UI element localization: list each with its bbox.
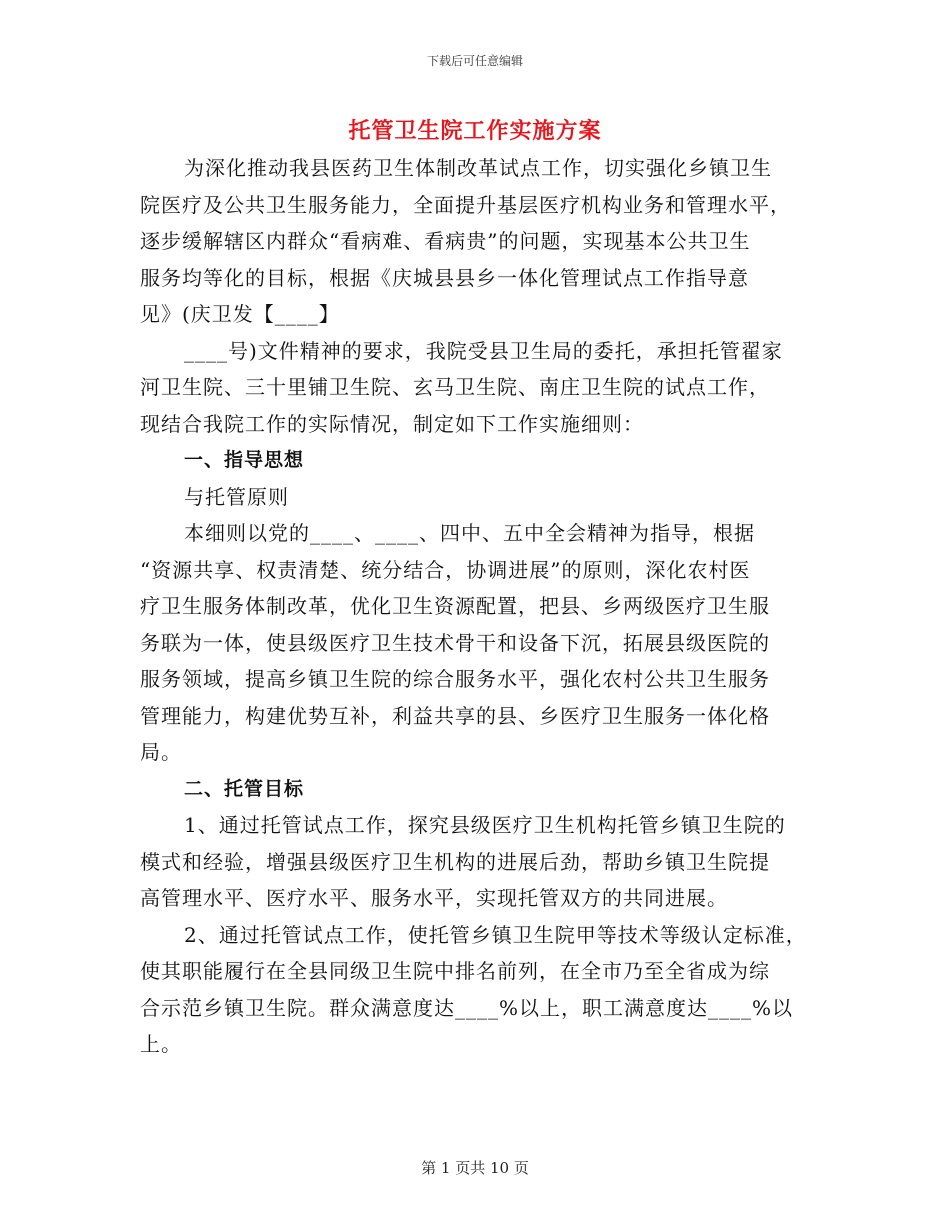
paragraph-line: 高管理水平、医疗水平、服务水平，实现托管双方的共同进展。 xyxy=(140,886,728,910)
paragraph-line: 上。 xyxy=(140,1032,182,1056)
paragraph-line: 务联为一体，使县级医疗卫生技术骨干和设备下沉，拓展县级医院的 xyxy=(140,630,770,655)
document-body xyxy=(140,150,820,1063)
paragraph-line: 河卫生院、三十里铺卫生院、玄马卫生院、南庄卫生院的试点工作， xyxy=(140,375,770,399)
paragraph-line: 服务均等化的目标，根据《庆城县县乡一体化管理试点工作指导意 xyxy=(140,265,749,290)
paragraph-line: 院医疗及公共卫生服务能力，全面提升基层医疗机构业务和管理水平， xyxy=(140,192,791,217)
paragraph-line: 现结合我院工作的实际情况，制定如下工作实施细则： xyxy=(140,411,644,436)
paragraph-line: 逐步缓解辖区内群众“看病难、看病贵”的问题，实现基本公共卫生 xyxy=(140,229,751,253)
paragraph-line: 2、通过托管试点工作，使托管乡镇卫生院甲等技术等级认定标准， xyxy=(184,922,807,947)
paragraph-line: 疗卫生服务体制改革，优化卫生资源配置，把县、乡两级医疗卫生服 xyxy=(140,594,770,618)
section-heading: 二、托管目标 xyxy=(184,777,305,800)
section-heading: 一、指导思想 xyxy=(184,449,305,471)
page-header-note: 下载后可任意编辑 xyxy=(426,54,523,68)
paragraph-line: 为深化推动我县医药卫生体制改革试点工作，切实强化乡镇卫生 xyxy=(184,156,772,180)
page-number: 第 1 页共 10 页 xyxy=(421,1159,529,1177)
paragraph-line: 模式和经验，增强县级医疗卫生机构的进展后劲，帮助乡镇卫生院提 xyxy=(140,849,770,874)
paragraph-line: 管理能力，构建优势互补，利益共享的县、乡医疗卫生服务一体化格 xyxy=(140,703,770,728)
paragraph-line: “资源共享、权责清楚、统分结合，协调进展”的原则，深化农村医 xyxy=(140,557,751,582)
paragraph-line: 见》(庆卫发【____】 xyxy=(140,302,340,326)
paragraph-line: 合示范乡镇卫生院。群众满意度达____%以上，职工满意度达____%以 xyxy=(140,995,794,1020)
paragraph-line: 使其职能履行在全县同级卫生院中排名前列，在全市乃至全省成为综 xyxy=(140,959,770,983)
document-title: 托管卫生院工作实施方案 xyxy=(348,119,602,144)
paragraph-line: 局。 xyxy=(140,740,182,764)
paragraph-line: ____号)文件精神的要求，我院受县卫生局的委托，承担托管翟家 xyxy=(184,338,783,363)
paragraph-line: 本细则以党的____、____、四中、五中全会精神为指导，根据 xyxy=(184,521,755,545)
paragraph-line: 与托管原则 xyxy=(184,484,289,509)
paragraph-line: 1、通过托管试点工作，探究县级医疗卫生机构托管乡镇卫生院的 xyxy=(184,813,786,837)
paragraph-line: 服务领域，提高乡镇卫生院的综合服务水平，强化农村公共卫生服务 xyxy=(140,667,770,691)
